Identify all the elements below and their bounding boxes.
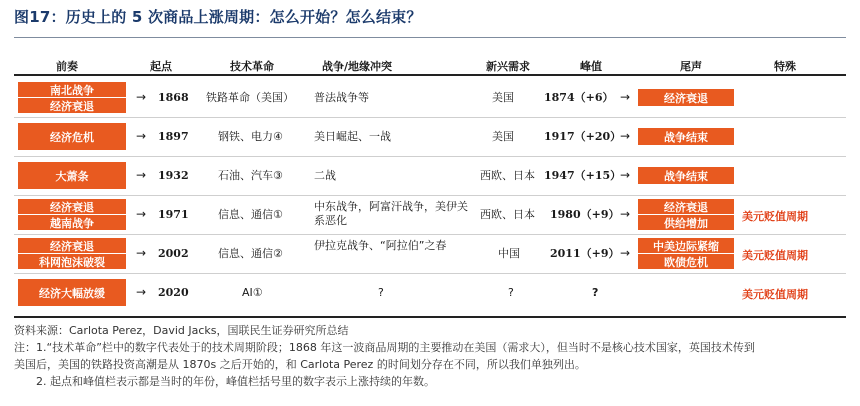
new-demand: ? (508, 286, 514, 299)
row-divider (14, 234, 846, 235)
table-row (14, 82, 846, 114)
end-tag: 战争结束 (638, 128, 734, 145)
new-demand: 美国 (492, 91, 514, 104)
end-tag: 中美边际紧缩 (638, 238, 734, 253)
peak-year: 1874（+6） (544, 91, 614, 104)
table-row (14, 160, 846, 192)
arrow-icon: → (620, 207, 631, 221)
end-tag: 战争结束 (638, 167, 734, 184)
war-conflict: 美日崛起、一战 (314, 130, 391, 143)
start-year: 2020 (158, 286, 189, 299)
start-year: 1932 (158, 169, 189, 182)
footnotes (14, 322, 850, 390)
start-year: 1897 (158, 130, 189, 143)
prelude-tag: 越南战争 (18, 215, 126, 230)
table-row (14, 121, 846, 153)
start-year: 1971 (158, 208, 189, 221)
prelude-tag: 科网泡沫破裂 (18, 254, 126, 269)
table-bottom-rule (14, 316, 846, 318)
start-year: 2002 (158, 247, 189, 260)
note-1: 注：1.“技术革命”栏中的数字代表处于的技术周期阶段；1868 年这一波商品周期的主要推动在美国（需求大），但当时不是核心技术国家，英国技术传到 (14, 341, 755, 354)
prelude-tag: 经济危机 (18, 123, 126, 150)
header-peak: 峰值 (580, 60, 602, 73)
tech-revolution: 信息、通信① (218, 208, 283, 221)
source-note: 资料来源：Carlota Perez，David Jacks，国联民生证券研究所总结 (14, 324, 349, 337)
end-tag: 供给增加 (638, 215, 734, 230)
start-year: 1868 (158, 91, 189, 104)
peak-year: 1980（+9） (550, 208, 620, 221)
special-note: 美元贬值周期 (742, 288, 808, 301)
peak-year: 1917（+20） (544, 130, 622, 143)
war-conflict: 普法战争等 (314, 91, 369, 104)
table-row (14, 277, 846, 309)
header-tech: 技术革命 (230, 60, 274, 73)
header-demand: 新兴需求 (486, 60, 530, 73)
row-divider (14, 273, 846, 274)
new-demand: 美国 (492, 130, 514, 143)
prelude-tag: 经济衰退 (18, 199, 126, 214)
tech-revolution: AI① (242, 286, 263, 299)
peak-year: 1947（+15） (544, 169, 622, 182)
arrow-icon: → (620, 129, 631, 143)
tech-revolution: 铁路革命（美国） (206, 91, 294, 104)
commodity-cycle-table (14, 54, 846, 301)
prelude-tag: 南北战争 (18, 82, 126, 97)
row-divider (14, 195, 846, 196)
note-2: 2. 起点和峰值栏表示都是当时的年份，峰值栏括号里的数字表示上涨持续的年数。 (36, 375, 435, 388)
row-divider (14, 117, 846, 118)
prelude-tag: 经济大幅放缓 (18, 279, 126, 306)
table-header (14, 54, 846, 76)
tech-revolution: 钢铁、电力④ (218, 130, 283, 143)
end-tag: 欧债危机 (638, 254, 734, 269)
special-note: 美元贬值周期 (742, 249, 808, 262)
war-conflict: 中东战争，阿富汗战争，美伊关系恶化 (314, 200, 468, 227)
peak-year: ? (592, 286, 599, 299)
war-conflict: 二战 (314, 169, 336, 182)
arrow-icon: → (136, 90, 147, 104)
note-1-continued: 美国后，美国的铁路投资高潮是从 1870s 之后开始的，和 Carlota Perez 的时间划分存在不同，所以我们单独列出。 (14, 358, 586, 371)
arrow-icon: → (620, 246, 631, 260)
title-divider (14, 37, 846, 38)
header-prelude: 前奏 (56, 60, 78, 73)
figure-title: 图17：历史上的 5 次商品上涨周期：怎么开始？怎么结束？ (14, 8, 422, 26)
tech-revolution: 信息、通信② (218, 247, 283, 260)
new-demand: 西欧、日本 (480, 208, 535, 221)
new-demand: 中国 (498, 247, 520, 260)
arrow-icon: → (136, 168, 147, 182)
header-end: 尾声 (680, 60, 702, 73)
arrow-icon: → (136, 129, 147, 143)
arrow-icon: → (136, 246, 147, 260)
war-conflict: 伊拉克战争、“阿拉伯”之春 (314, 239, 447, 252)
war-conflict: ? (378, 286, 384, 299)
special-note: 美元贬值周期 (742, 210, 808, 223)
arrow-icon: → (136, 285, 147, 299)
prelude-tag: 经济衰退 (18, 238, 126, 253)
new-demand: 西欧、日本 (480, 169, 535, 182)
table-row (14, 199, 846, 231)
prelude-tag: 大萧条 (18, 162, 126, 189)
end-tag: 经济衰退 (638, 199, 734, 214)
header-start: 起点 (150, 60, 172, 73)
end-tag: 经济衰退 (638, 89, 734, 106)
prelude-tag: 经济衰退 (18, 98, 126, 113)
tech-revolution: 石油、汽车③ (218, 169, 283, 182)
header-war: 战争/地缘冲突 (322, 60, 393, 73)
peak-year: 2011（+9） (550, 247, 620, 260)
arrow-icon: → (620, 168, 631, 182)
row-divider (14, 156, 846, 157)
header-special: 特殊 (774, 60, 796, 73)
arrow-icon: → (620, 90, 631, 104)
arrow-icon: → (136, 207, 147, 221)
table-row (14, 238, 846, 270)
